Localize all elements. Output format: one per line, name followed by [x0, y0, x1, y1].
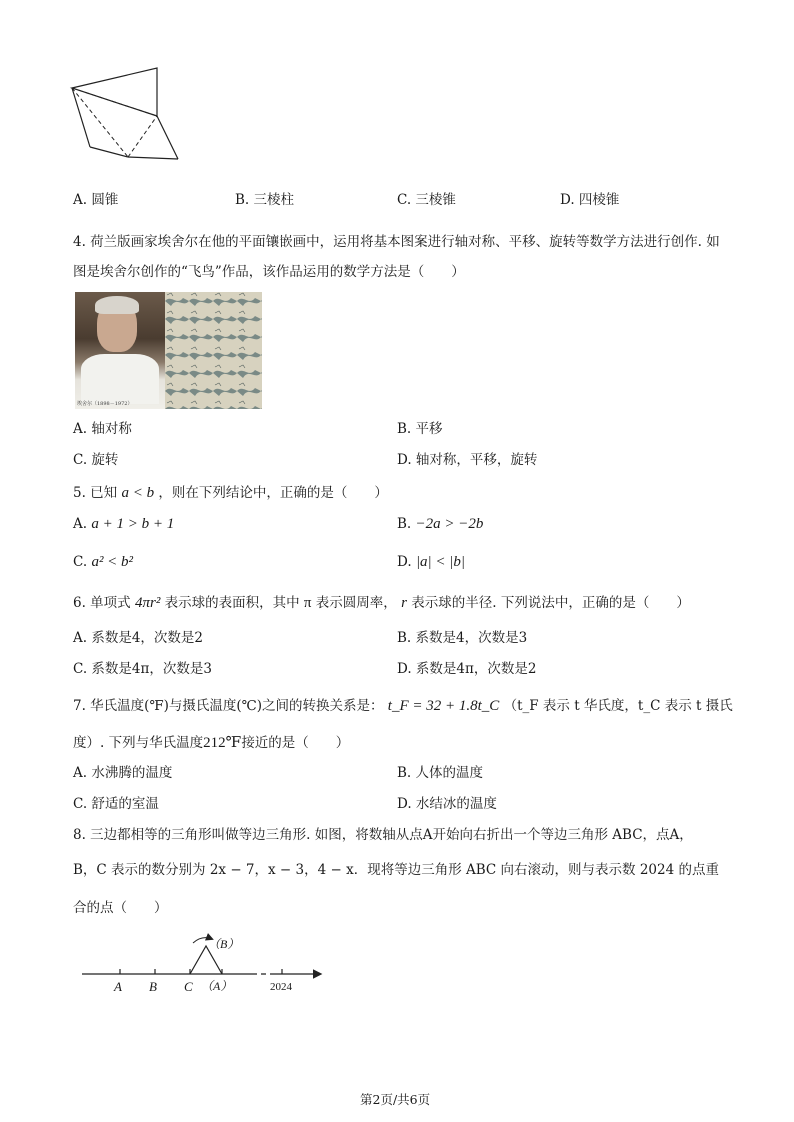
q3-option-a: A. 圆锥 [73, 192, 119, 208]
q7-line2-a: 度）. 下列与华氏温度 [73, 735, 204, 751]
numberline-label-a2: （A） [201, 979, 233, 993]
q4-option-d: D. 轴对称，平移，旋转 [397, 452, 538, 468]
q4-stem-line2: 图是埃舍尔创作的“飞鸟”作品，该作品运用的数学方法是（ ） [73, 264, 465, 280]
q3-option-c: C. 三棱锥 [397, 192, 456, 208]
q4-option-a: A. 轴对称 [73, 421, 132, 437]
q7-option-d: D. 水结冰的温度 [397, 796, 497, 812]
q6-option-a: A. 系数是4，次数是2 [73, 630, 204, 646]
numberline-label-b2: （B） [208, 937, 240, 951]
q5-option-b-math: −2a > −2b [415, 516, 484, 532]
q5-option-a-label: A. [73, 516, 88, 532]
q7-line1-a: 7. 华氏温度 [73, 698, 145, 714]
q5-option-d-math: |a| < |b| [415, 554, 466, 570]
q7-option-b: B. 人体的温度 [397, 765, 484, 781]
photo-caption: 埃舍尔（1898－1972） [77, 401, 133, 407]
q5-stem-math: a < b [121, 485, 155, 501]
q7-line1-c: 之间的转换关系是： [262, 698, 384, 714]
numberline-label-a: A [114, 979, 122, 994]
q8-stem-line1: 8. 三边都相等的三角形叫做等边三角形. 如图，将数轴从点A开始向右折出一个等边三角形 ABC，点A， [73, 827, 693, 843]
q7-option-c: C. 舒适的室温 [73, 796, 159, 812]
q5-option-c-label: C. [73, 554, 88, 570]
q4-stem-line1: 4. 荷兰版画家埃舍尔在他的平面镶嵌画中，运用将基本图案进行轴对称、平移、旋转等数学方法进行创作. 如 [73, 234, 720, 250]
q7-unit-c: (℃) [236, 698, 262, 714]
q7-formula: t_F = 32 + 1.8t_C [387, 698, 500, 714]
q5-option-a-math: a + 1 > b + 1 [91, 516, 175, 532]
q6-stem-mid: 表示球的表面积，其中 [164, 595, 300, 611]
q3-option-b: B. 三棱柱 [235, 192, 295, 208]
q7-line1-b: 与摄氏温度 [168, 698, 237, 714]
page-footer: 第2页/共6页 [360, 1092, 431, 1107]
q6-stem-pi: π [303, 595, 312, 611]
q8-stem-line3: 合的点（ ） [73, 900, 168, 916]
numberline-label-2024: 2024 [270, 981, 292, 993]
q3-option-d: D. 四棱锥 [560, 192, 620, 208]
q7-unit-f: (℉) [144, 698, 169, 714]
q4-option-b: B. 平移 [397, 421, 443, 437]
q5-stem-pre: 5. 已知 [73, 485, 118, 501]
q6-stem-mid2: 表示圆周率， [315, 595, 397, 611]
q6-option-d: D. 系数是4π，次数是2 [397, 661, 537, 677]
q4-option-c: C. 旋转 [73, 452, 119, 468]
q7-line2-b: 接近的是（ ） [241, 735, 350, 751]
q7-line1-d: （t_F 表示 t 华氏度，t_C 表示 t 摄氏 [503, 698, 733, 714]
q7-line2-val: 212℉ [203, 735, 242, 751]
q7-option-a: A. 水沸腾的温度 [73, 765, 173, 781]
q6-option-c: C. 系数是4π，次数是3 [73, 661, 212, 677]
numberline-label-c: C [184, 979, 193, 994]
numberline-label-b: B [149, 979, 157, 994]
q6-stem-math: 4πr² [134, 595, 161, 611]
q6-option-b: B. 系数是4，次数是3 [397, 630, 528, 646]
q6-stem-post: 表示球的半径. 下列说法中，正确的是（ ） [411, 595, 690, 611]
q6-stem-pre: 6. 单项式 [73, 595, 131, 611]
q5-option-c-math: a² < b² [91, 554, 134, 570]
q5-option-d-label: D. [397, 554, 412, 570]
q5-stem-post: ，则在下列结论中，正确的是（ ） [158, 485, 388, 501]
q6-stem-r: r [401, 595, 407, 611]
q5-option-b-label: B. [397, 516, 412, 532]
q8-stem-line2: B，C 表示的数分别为 2x − 7，x − 3，4 − x．现将等边三角形 ABC 向右滚动，则与表示数 2024 的点重 [73, 862, 719, 878]
